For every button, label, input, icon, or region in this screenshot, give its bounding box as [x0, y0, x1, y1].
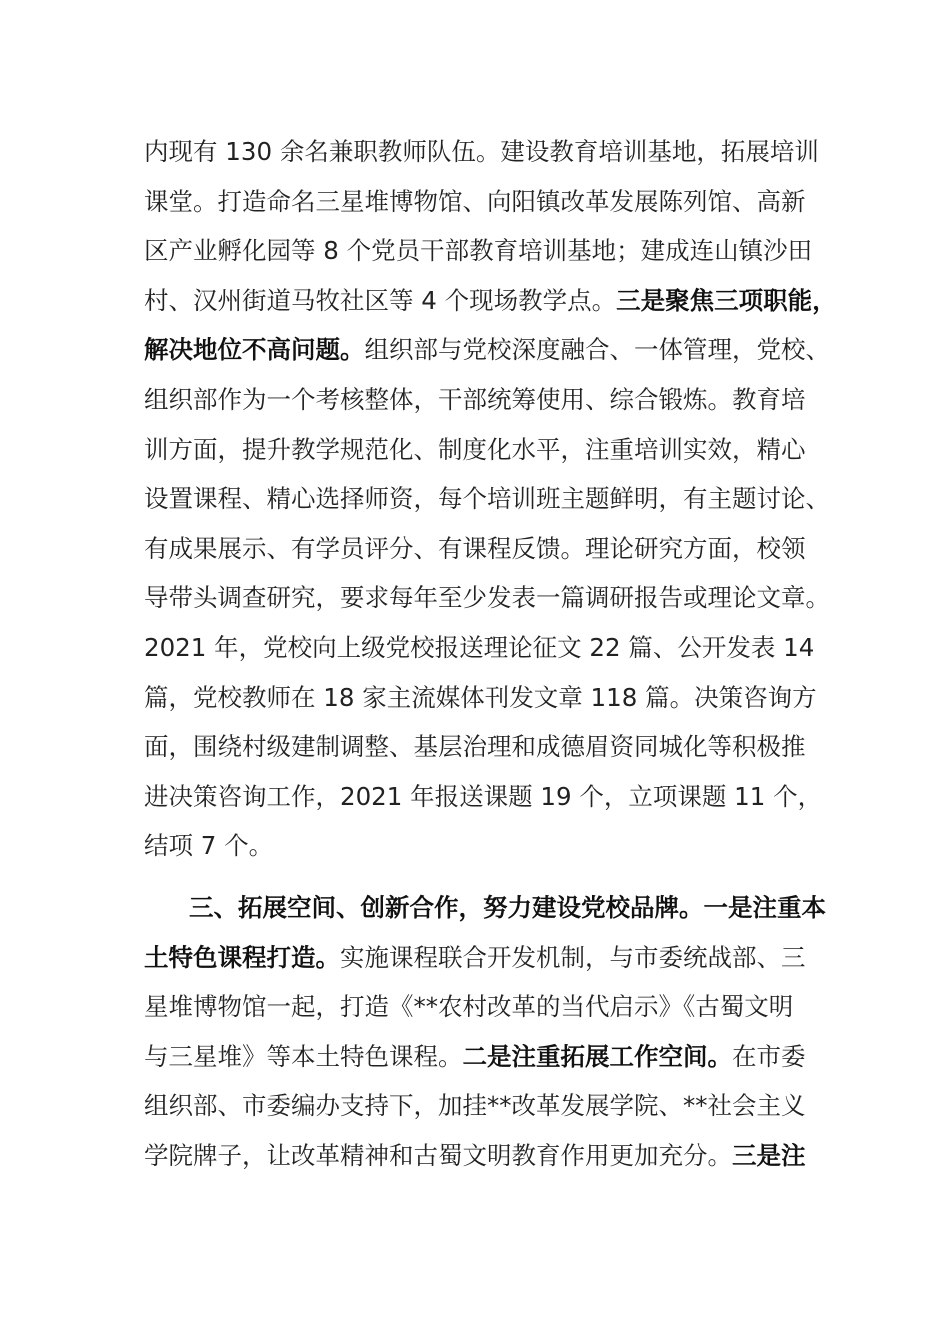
text-line	[144, 821, 834, 871]
text-run: 面，围绕村级建制调整、基层治理和成德眉资同城化等积极推	[144, 732, 806, 762]
text-line	[144, 1131, 834, 1181]
text-line	[144, 933, 834, 983]
text-line	[144, 573, 834, 623]
text-run: 组织部作为一个考核整体，干部统筹使用、综合锻炼。教育培	[144, 384, 806, 414]
paragraph-1	[144, 127, 837, 871]
text-run: 实施课程联合开发机制，与市委统战部、三	[340, 942, 806, 972]
text-line	[144, 524, 834, 574]
bold-text-run: 解决地位不高问题。	[144, 335, 365, 365]
text-run: 训方面，提升教学规范化、制度化水平，注重培训实效，精心	[144, 434, 806, 464]
text-run: 课堂。打造命名三星堆博物馆、向阳镇改革发展陈列馆、高新	[144, 186, 806, 216]
bold-text-run: 土特色课程打造。	[144, 942, 340, 972]
text-line	[144, 772, 834, 822]
text-line	[144, 1032, 834, 1082]
text-line	[144, 673, 834, 723]
bold-text-run: 二是注重拓展工作空间。	[462, 1041, 732, 1071]
text-line	[144, 177, 834, 227]
text-run: 结项 7 个。	[144, 831, 274, 861]
text-run: 星堆博物馆一起，打造《**农村改革的当代启示》《古蜀文明	[144, 992, 794, 1022]
text-line	[144, 276, 837, 326]
text-run: 内现有 130 余名兼职教师队伍。建设教育培训基地，拓展培训	[144, 137, 819, 166]
text-run: 2021 年，党校向上级党校报送理论征文 22 篇、公开发表 14	[144, 632, 815, 662]
body-text	[144, 127, 837, 1180]
text-line	[144, 226, 834, 276]
text-line	[144, 1081, 834, 1131]
text-line	[144, 375, 834, 425]
text-run: 进决策咨询工作，2021 年报送课题 19 个，立项课题 11 个，	[144, 781, 823, 811]
text-run: 篇，党校教师在 18 家主流媒体刊发文章 118 篇。决策咨询方	[144, 682, 817, 712]
text-run: 学院牌子，让改革精神和古蜀文明教育作用更加充分。	[144, 1140, 732, 1170]
text-run: 设置课程、精心选择师资，每个培训班主题鲜明，有主题讨论、	[144, 484, 830, 514]
text-run: 区产业孵化园等 8 个党员干部教育培训基地；建成连山镇沙田	[144, 236, 813, 266]
paragraph-2	[144, 883, 834, 1181]
bold-text-run: 三、拓展空间、创新合作，努力建设党校品牌。一是注重本	[189, 892, 826, 922]
text-line	[144, 623, 834, 673]
text-line	[144, 325, 834, 375]
bold-text-run: 三是注	[732, 1140, 806, 1170]
text-line	[144, 474, 834, 524]
text-run: 村、汉州街道马牧社区等 4 个现场教学点。	[144, 285, 617, 315]
text-line	[144, 425, 834, 475]
text-run: 组织部与党校深度融合、一体管理，党校、	[364, 335, 830, 365]
bold-text-run: 三是聚焦三项职能，	[616, 285, 837, 315]
text-run: 有成果展示、有学员评分、有课程反馈。理论研究方面，校领	[144, 533, 806, 563]
text-line	[144, 722, 834, 772]
text-run: 与三星堆》等本土特色课程。	[144, 1041, 463, 1071]
text-run: 在市委	[732, 1041, 806, 1071]
text-run: 组织部、市委编办支持下，加挂**改革发展学院、**社会主义	[144, 1091, 806, 1121]
text-line	[144, 982, 834, 1032]
text-line	[144, 127, 834, 177]
text-line	[144, 883, 834, 933]
text-run: 导带头调查研究，要求每年至少发表一篇调研报告或理论文章。	[144, 583, 830, 613]
